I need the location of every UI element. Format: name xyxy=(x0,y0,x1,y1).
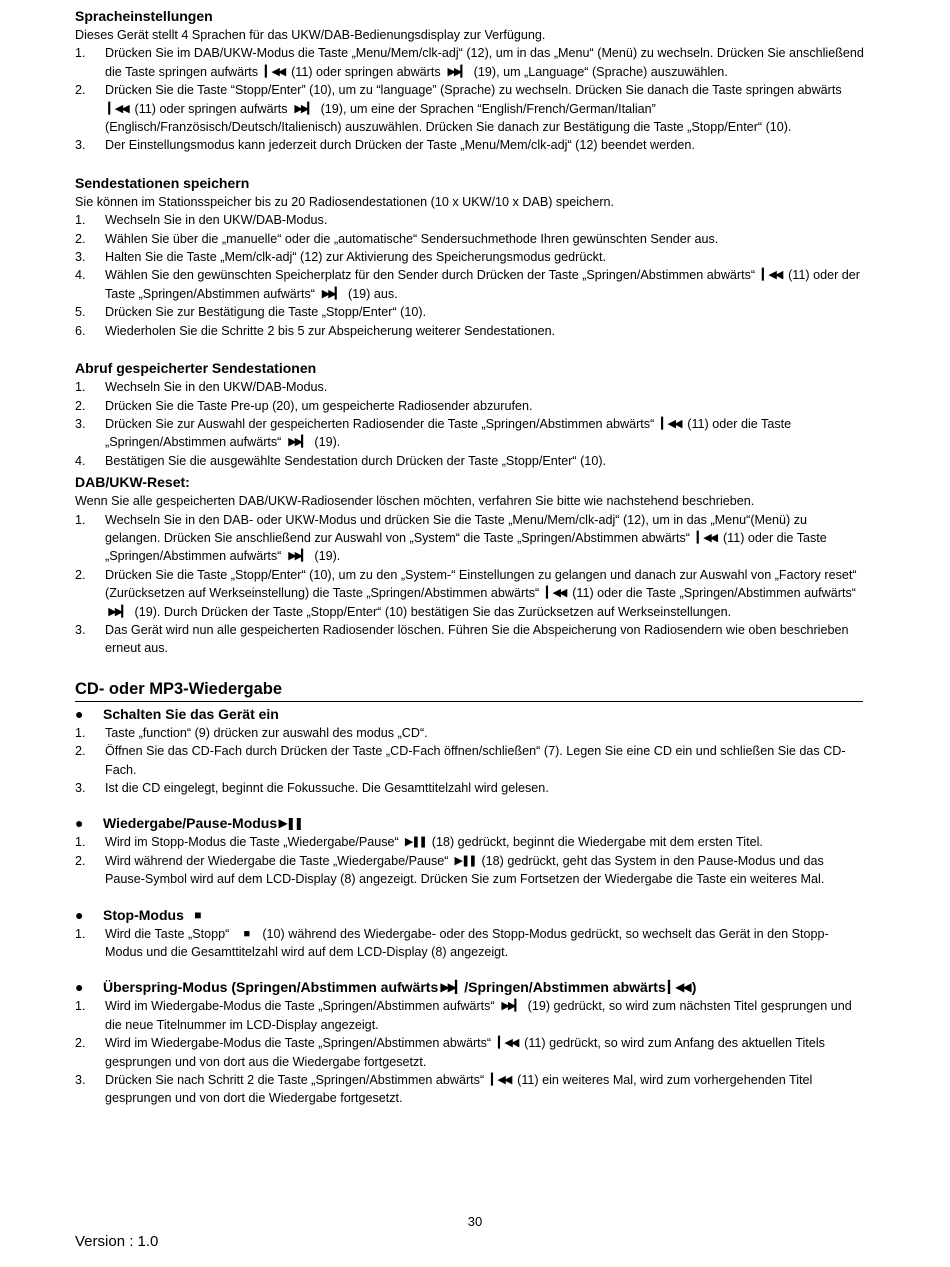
stop-icon: ■ xyxy=(243,927,249,940)
skip-back-icon: ▎◀◀ xyxy=(661,417,681,430)
list-item: 4. Wählen Sie den gewünschten Speicherplatz für den Sender durch Drücken der Taste „Springen/Abstimmen abwärts“ ▎◀◀ (11) oder der Taste „Springen/Abstimmen aufwärts“ ▶▶▎ (19) aus. xyxy=(75,266,865,303)
bullet-icon: ● xyxy=(75,815,84,832)
play-pause-icon: ▶❚❚ xyxy=(278,816,302,831)
list-item: 3. Drücken Sie nach Schritt 2 die Taste „Springen/Abstimmen abwärts“ ▎◀◀ (11) ein weiteres Mal, wird zum vorhergehenden Titel gesprungen und von dort die Wiedergabe fortgesetzt. xyxy=(75,1073,813,1106)
list-item: 6. Wiederholen Sie die Schritte 2 bis 5 zur Abspeicherung weiterer Sendestationen. xyxy=(75,323,556,338)
bullet-icon: ● xyxy=(75,979,84,996)
list-item: 2. Drücken Sie die Taste „Stopp/Enter“ (10), um zu den „System-“ Einstellungen zu gelangen und danach zur Auswahl von „Factory reset“ (Zurücksetzen auf Werkseinstellung) die Taste „Springen/Abstimmen abwärts“ ▎◀◀ (11) oder die Taste „Springen/Abstimmen aufwärts“ ▶▶▎ (19). Durch Drücken der Taste „Stopp/Enter“ (10) bestätigen Sie das Zurücksetzen auf Werkseinstellungen. xyxy=(75,566,865,621)
section-title-sprache: Spracheinstellungen xyxy=(75,8,213,24)
skip-back-icon: ▎◀◀ xyxy=(546,587,566,600)
skip-forward-icon: ▶▶▎ xyxy=(288,550,308,563)
skip-back-icon: ▎◀◀ xyxy=(667,980,690,995)
list-item: 4. Bestätigen Sie die ausgewählte Sendestation durch Drücken der Taste „Stopp/Enter“ (10). xyxy=(75,453,607,468)
skip-forward-icon: ▶▶▎ xyxy=(108,605,128,618)
intro-text: Sie können im Stationsspeicher bis zu 20 Radiosendestationen (10 x UKW/10 x DAB) speichern. xyxy=(75,194,615,209)
skip-forward-icon: ▶▶▎ xyxy=(294,102,314,115)
page-number: 30 xyxy=(467,1214,483,1229)
manual-page xyxy=(75,6,865,1108)
list-item: 1. Wechseln Sie in den DAB- oder UKW-Modus und drücken Sie die Taste „Menu/Mem/clk-adj“ (12), um in das „Menu“(Menü) zu gelangen. Drücken Sie anschließend zur Auswahl von „System“ die Taste „Springen/Abstimmen abwärts“ ▎◀◀ (11) oder die Taste „Springen/Abstimmen aufwärts“ ▶▶▎ (19). xyxy=(75,511,865,566)
list-item: 5. Drücken Sie zur Bestätigung die Taste „Stopp/Enter“ (10). xyxy=(75,305,427,320)
list-item: 3. Das Gerät wird nun alle gespeicherten Radiosender löschen. Führen Sie die Abspeicherung von Radiosendern wie oben beschrieben erneut aus. xyxy=(75,622,849,656)
bullet-heading: ● Stop-Modus ■ xyxy=(75,905,865,925)
skip-back-icon: ▎◀◀ xyxy=(490,1074,511,1087)
skip-forward-icon: ▶▶▎ xyxy=(288,436,308,449)
list-item: 3. Der Einstellungsmodus kann jederzeit durch Drücken der Taste „Menu/Mem/clk-adj“ (12) beendet werden. xyxy=(75,138,695,153)
skip-forward-icon: ▶▶▎ xyxy=(440,980,463,995)
intro-text: Dieses Gerät stellt 4 Sprachen für das UKW/DAB-Bedienungsdisplay zur Verfügung. xyxy=(75,28,546,42)
section-title-cd: CD- oder MP3-Wiedergabe xyxy=(75,678,863,702)
list-item: 2. Drücken Sie die Taste “Stopp/Enter” (10), um zu “language” (Sprache) zu wechseln. Drücken Sie danach die Taste springen abwärts ▎◀◀ (11) oder springen aufwärts ▶▶▎ (19), um eine der Sprachen “English/French/German/Italian” (Englisch/Französisch/Deutsch/Italienisch) auszuwählen. Drücken Sie danach zur Bestätigung die Taste „Stopp/Enter“ (10). xyxy=(75,83,842,135)
bullet-heading: ● Wiedergabe/Pause-Modus ▶❚❚ xyxy=(75,815,302,832)
skip-forward-icon: ▶▶▎ xyxy=(447,65,467,78)
play-pause-icon: ▶❚❚ xyxy=(404,836,426,849)
intro-text: Wenn Sie alle gespeicherten DAB/UKW-Radiosender löschen möchten, verfahren Sie bitte wie nachstehend beschrieben. xyxy=(75,494,755,509)
play-pause-icon: ▶❚❚ xyxy=(454,854,476,867)
list-item: 1. Wird die Taste „Stopp“ ■ (10) während des Wiedergabe- oder des Stopp-Modus gedrückt, so wechselt das Gerät in den Stopp-Modus und die Gesamttitelzahl wird auf dem LCD-Display (8) angezeigt. xyxy=(75,926,829,960)
list-item: 1. Wird im Wiedergabe-Modus die Taste „Springen/Abstimmen aufwärts“ ▶▶▎ (19) gedrückt, so wird zum nächsten Titel gesprungen und die neue Titelnummer im LCD-Display angezeigt. xyxy=(75,999,852,1032)
list-item: 2. Wird im Wiedergabe-Modus die Taste „Springen/Abstimmen abwärts“ ▎◀◀ (11) gedrückt, so wird zum Anfang des aktuellen Titels gesprungen und von dort aus die Wiedergabe fortgesetzt. xyxy=(75,1036,825,1069)
skip-back-icon: ▎◀◀ xyxy=(696,531,717,544)
skip-forward-icon: ▶▶▎ xyxy=(501,1000,521,1013)
stop-icon: ■ xyxy=(194,907,200,922)
list-item: 1. Drücken Sie im DAB/UKW-Modus die Taste „Menu/Mem/clk-adj“ (12), um in das „Menu“ (Menü) zu wechseln. Drücken Sie anschließend die Taste springen aufwärts ▎◀◀ (11) oder springen abwärts ▶▶▎ (19), um „Language“ (Sprache) auszuwählen. xyxy=(75,44,865,81)
skip-back-icon: ▎◀◀ xyxy=(264,65,285,78)
bullet-heading: ● Überspring-Modus (Springen/Abstimmen aufwärts ▶▶▎ /Springen/Abstimmen abwärts ▎◀◀ ) xyxy=(75,979,697,996)
skip-back-icon: ▎◀◀ xyxy=(497,1037,518,1050)
list-item: 1. Wird im Stopp-Modus die Taste „Wiedergabe/Pause“ ▶❚❚ (18) gedrückt, beginnt die Wiedergabe mit dem ersten Titel. xyxy=(75,833,865,851)
bullet-icon: ● xyxy=(75,906,84,923)
bullet-heading: ● Schalten Sie das Gerät ein xyxy=(75,705,279,722)
skip-back-icon: ▎◀◀ xyxy=(761,269,782,282)
list-item: 3. Halten Sie die Taste „Mem/clk-adj“ (12) zur Aktivierung des Speicherungsmodus gedrückt. xyxy=(75,250,606,265)
list-item: 1. Wechseln Sie in den UKW/DAB-Modus. xyxy=(75,213,328,228)
list-item: 2. Drücken Sie die Taste Pre-up (20), um gespeicherte Radiosender abzurufen. xyxy=(75,398,533,413)
bullet-icon: ● xyxy=(75,705,84,722)
list-item: 3. Drücken Sie zur Auswahl der gespeicherten Radiosender die Taste „Springen/Abstimmen abwärts“ ▎◀◀ (11) oder die Taste „Springen/Abstimmen aufwärts“ ▶▶▎ (19). xyxy=(75,415,865,452)
list-item: 2. Wird während der Wiedergabe die Taste „Wiedergabe/Pause“ ▶❚❚ (18) gedrückt, geht das System in den Pause-Modus und das Pause-Symbol wird auf dem LCD-Display (8) angezeigt. Drücken Sie zum Fortsetzen der Wiedergabe die Taste ein weiteres Mal. xyxy=(75,853,825,887)
section-title-abruf: Abruf gespeicherter Sendestationen xyxy=(75,360,317,377)
skip-back-icon: ▎◀◀ xyxy=(108,102,128,115)
list-item: 2. Wählen Sie über die „manuelle“ oder die „automatische“ Sendersuchmethode Ihren gewünschten Sender aus. xyxy=(75,231,719,246)
section-title-speichern: Sendestationen speichern xyxy=(75,174,250,191)
list-item: 3. Ist die CD eingelegt, beginnt die Fokussuche. Die Gesamttitelzahl wird gelesen. xyxy=(75,781,549,795)
list-item: 1. Wechseln Sie in den UKW/DAB-Modus. xyxy=(75,380,328,395)
list-item: 2. Öffnen Sie das CD-Fach durch Drücken der Taste „CD-Fach öffnen/schließen“ (7). Legen Sie eine CD ein und schließen Sie das CD-Fach. xyxy=(75,744,846,777)
list-item: 1. Taste „function“ (9) drücken zur auswahl des modus „CD“. xyxy=(75,725,428,740)
skip-forward-icon: ▶▶▎ xyxy=(321,287,342,300)
version-label: Version : 1.0 xyxy=(75,1233,159,1250)
section-title-reset: DAB/UKW-Reset: xyxy=(75,474,190,491)
